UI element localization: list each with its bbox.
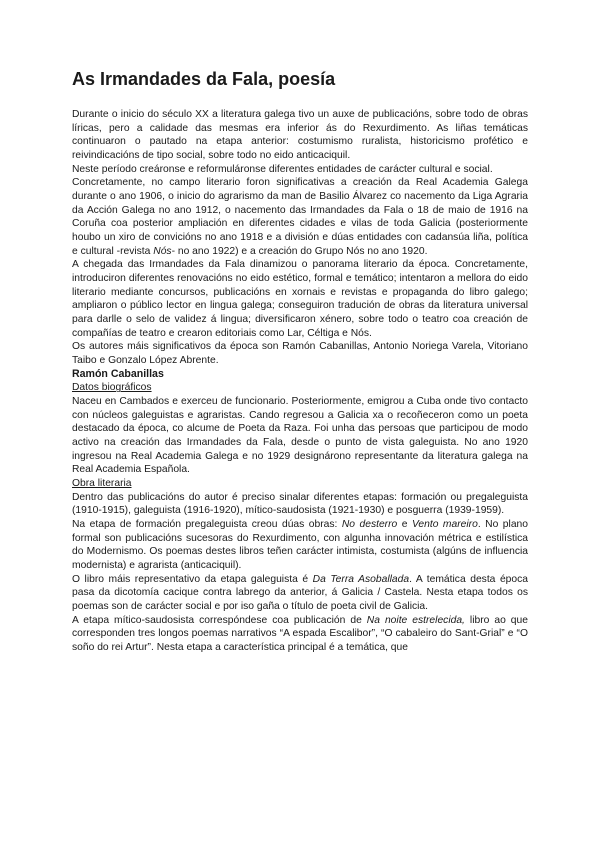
paragraph: O libro máis representativo da etapa galeguista é Da Terra Asoballada. A temática desta época pasa da dicotomía cacique contra labrego da anterior, á Galicia / Castela. Nesta etapa todos os poemas son de carácter social e por iso gaña o título de poeta civil de Galicia. — [72, 573, 529, 612]
paragraph: Na etapa de formación pregaleguista creou dúas obras: No desterro e Vento mareiro. No plano formal son publicacións sucesoras do Rexurdimento, con algunha innovación métrica e estilística do Modernismo. Os poemas destes libros teñen carácter intimista, costumista (algúns de influencia modernista) e agrarista (anticaciquil). — [72, 519, 528, 571]
section-heading: Ramón Cabanillas — [72, 368, 164, 381]
subsection-heading: Obra literaria — [72, 478, 132, 490]
paragraph: Neste período creáronse e reformuláronse diferentes entidades de carácter cultural e social. — [72, 163, 493, 175]
paragraph: A etapa mítico-saudosista correspóndese coa publicación de Na noite estrelecida, libro ao que corresponden tres longos poemas narrativos “A espada Escalibor”, “O cabaleiro do Sant-Grial” e “O soño do rei Artur”. Nesta etapa a característica principal é a temática, que — [72, 614, 528, 653]
paragraph: Os autores máis significativos da época son Ramón Cabanillas, Antonio Noriega Varela, Vitoriano Taibo e Gonzalo López Abrente. — [72, 341, 528, 366]
page-title: As Irmandades da Fala, poesía — [72, 69, 336, 89]
paragraph: Dentro das publicacións do autor é preciso sinalar diferentes etapas: formación ou pregaleguista (1910-1915), galeguista (1916-1920), mítico-saudosista (1921-1930) e posguerra (1939-1959). — [72, 491, 528, 517]
subsection-heading: Datos biográficos — [72, 382, 152, 394]
paragraph: Durante o inicio do século XX a literatura galega tivo un auxe de publicacións, sobre todo de obras líricas, pero a calidade das mesmas era inferior ás do Rexurdimento. As liñas temáticas continuaron o pautado na etapa anterior: costumismo ruralista, historicismo profético e reivindicacións de tipo social, sobre todo no eido anticaciquil. — [72, 109, 528, 161]
paragraph: A chegada das Irmandades da Fala dinamizou o panorama literario da época. Concretamente, introduciron diferentes renovacións no eido estético, formal e temático; intentaron a mellora do eido literario mediante concursos, publicacións en xornais e revistas e propaganda do libro galego; ampliaron o público lector en lingua galega; conseguiron tradución de obras da literatura universal para darlle o selo de validez á lingua; diversificaron xénero, sobre todo o teatro coa creación de compañías de teatro e crearon editoriais como Lar, Céltiga e Nós. — [72, 259, 528, 339]
paragraph: Concretamente, no campo literario foron significativas a creación da Real Academia Galega durante o ano 1906, o inicio do agrarismo da man de Basilio Álvarez co nacemento da Liga Agraria da Acción Galega no ano 1912, o nacemento das Irmandades da Fala o 18 de maio de 1916 na Coruña coa posterior ampliación en diferentes cidades e vilas de toda Galicia (posteriormente houbo un xiro de convicións no ano 1918 e a división e dúas entidades con cadansúa liña, política e cultural -revista Nós- no ano 1922) e a creación do Grupo Nós no ano 1920. — [72, 177, 528, 257]
paragraph: Naceu en Cambados e exerceu de funcionario. Posteriormente, emigrou a Cuba onde tivo contacto con núcleos galeguistas e agraristas. Cando regresou a Galicia xa o recoñeceron como un poeta destacado da época, co alcume de Poeta da Raza. Foi unha das persoas que participou de modo activo na creación das Irmandades da Fala, desde o punto de vista galeguista. No ano 1920 ingresou na Real Academia Galega e no 1929 designárono representante da literatura galega na Real Academia Española. — [72, 396, 528, 476]
